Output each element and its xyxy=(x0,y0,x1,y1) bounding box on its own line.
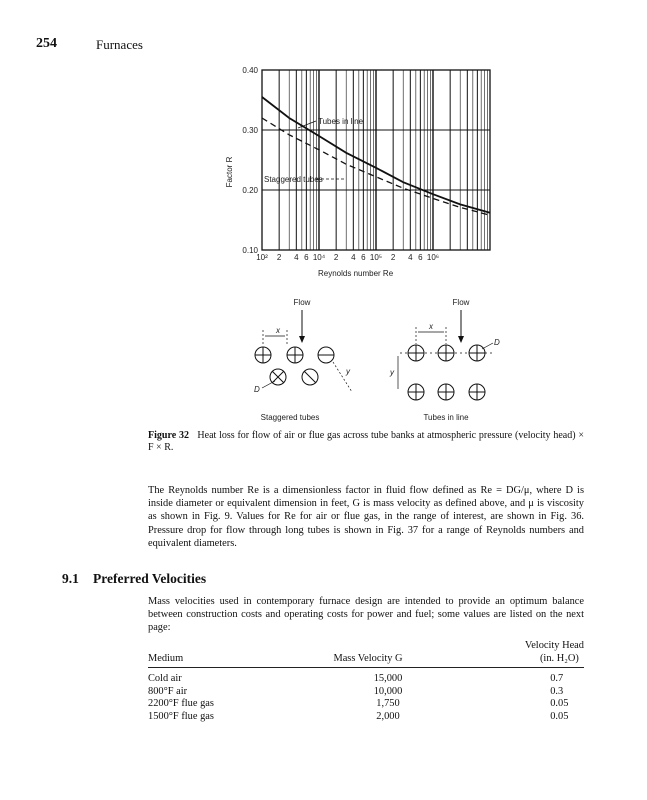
staggered-tubes-diagram xyxy=(254,298,352,422)
cell-medium: 2200°F flue gas xyxy=(148,698,214,710)
y-tick-labels xyxy=(242,66,258,255)
table-row xyxy=(148,686,584,699)
cell-velocity-head xyxy=(458,698,584,711)
x-tick-label: 2 xyxy=(276,253,282,262)
staggered-flow-label: Flow xyxy=(293,298,311,307)
staggered-y-label: y xyxy=(346,367,350,376)
y-tick-label: 0.30 xyxy=(242,126,258,135)
section-paragraph: Mass velocities used in contemporary furnace design are intended to provide an optimum balance between construction costs and operating costs for power and fuel; some values are listed on the next page: xyxy=(148,596,584,634)
annotation-tubes-in-line: Tubes in line xyxy=(318,117,364,126)
cell-mass-velocity: 15,000 xyxy=(373,673,403,684)
cell-velocity-head xyxy=(458,686,584,699)
y-tick-label: 0.20 xyxy=(242,186,258,195)
header-velocity-head xyxy=(458,639,584,668)
cell-mass-velocity: 10,000 xyxy=(373,685,403,697)
cell-velocity-head-value: 0.3 xyxy=(550,685,564,697)
section-title: Preferred Velocities xyxy=(93,571,207,586)
x-tick-label: 10² xyxy=(256,253,268,262)
header-velocity-head-line2: (in. H₂O) xyxy=(539,653,579,664)
inline-caption: Tubes in line xyxy=(423,413,469,422)
inline-d-leader xyxy=(482,343,493,349)
inline-flow-arrowhead xyxy=(458,336,464,343)
inline-tubes-diagram xyxy=(389,298,500,422)
x-axis-label: Reynolds number Re xyxy=(318,269,394,278)
x-tick-label: 4 xyxy=(351,253,356,262)
cell-medium: 800°F air xyxy=(148,685,188,697)
x-tick-label: 10⁵ xyxy=(369,253,383,262)
staggered-d-label: D xyxy=(254,385,260,394)
x-tick-label: 4 xyxy=(408,253,413,262)
staggered-x-label: x xyxy=(276,326,280,335)
staggered-tube-row-1 xyxy=(255,347,334,363)
chart xyxy=(225,66,490,278)
cell-medium: Cold air xyxy=(148,673,182,684)
page-number: 254 xyxy=(36,36,57,51)
x-tick-label: 10⁴ xyxy=(312,253,326,262)
cell-velocity-head xyxy=(458,668,584,686)
staggered-caption: Staggered tubes xyxy=(260,413,320,422)
inline-flow-label: Flow xyxy=(452,298,470,307)
inline-y-label: y xyxy=(390,368,394,377)
header-medium: Medium xyxy=(148,639,278,668)
x-tick-label: 2 xyxy=(390,253,396,262)
x-tick-label: 6 xyxy=(418,253,423,262)
velocity-table xyxy=(148,639,584,723)
y-tick-label: 0.40 xyxy=(242,66,258,75)
cell-medium: 1500°F flue gas xyxy=(148,710,214,722)
figure-label: Figure 32 xyxy=(148,430,189,441)
y-axis-label: Factor R xyxy=(225,156,234,188)
x-tick-label: 6 xyxy=(304,253,309,262)
x-tick-label: 6 xyxy=(361,253,366,262)
staggered-flow-arrowhead xyxy=(299,336,305,343)
x-tick-label: 10⁶ xyxy=(426,253,440,262)
table-row xyxy=(148,668,584,686)
cell-velocity-head-value: 0.7 xyxy=(550,673,564,684)
cell-mass-velocity: 1,750 xyxy=(376,698,400,710)
header-mass-velocity: Mass Velocity G xyxy=(278,639,458,668)
chart-grid xyxy=(262,70,490,250)
inline-d-label: D xyxy=(494,338,500,347)
inline-x-label: x xyxy=(429,322,433,331)
staggered-d-leader xyxy=(262,381,275,388)
x-tick-label: 4 xyxy=(294,253,299,262)
staggered-tube-row-2 xyxy=(270,369,318,385)
header-velocity-head-line1: Velocity Head xyxy=(524,640,584,651)
table-row xyxy=(148,711,584,724)
section-number: 9.1 xyxy=(62,571,79,586)
table-header-row xyxy=(148,639,584,668)
cell-velocity-head-value: 0.05 xyxy=(550,698,569,710)
figure-caption-text: Heat loss for flow of air or flue gas across tube banks at atmospheric pressure (velocity head) × F × R. xyxy=(148,430,585,453)
x-tick-labels xyxy=(256,253,439,262)
inline-tube-row-2 xyxy=(408,384,485,400)
cell-velocity-head xyxy=(458,711,584,724)
y-tick-label: 0.10 xyxy=(242,246,258,255)
table-row xyxy=(148,698,584,711)
annotation-staggered-tubes: Staggered tubes xyxy=(264,175,323,184)
body-paragraph: The Reynolds number Re is a dimensionless factor in fluid flow defined as Re = DG/μ, where D is inside diameter or equivalent dimension in feet, G is mass velocity as defined above, and μ is viscosity as shown in Fig. 9. Values for Re for air or flue gas, in the range of interest, are shown in Fig. 36. Pressure drop for flow through long tubes is shown in Fig. 37 for a range of Reynolds numbers and equivalent diameters. xyxy=(148,485,584,549)
figure-caption xyxy=(148,430,584,454)
x-tick-label: 2 xyxy=(333,253,339,262)
cell-velocity-head-value: 0.05 xyxy=(550,710,569,722)
running-title: Furnaces xyxy=(96,37,143,52)
cell-mass-velocity: 2,000 xyxy=(376,710,400,722)
